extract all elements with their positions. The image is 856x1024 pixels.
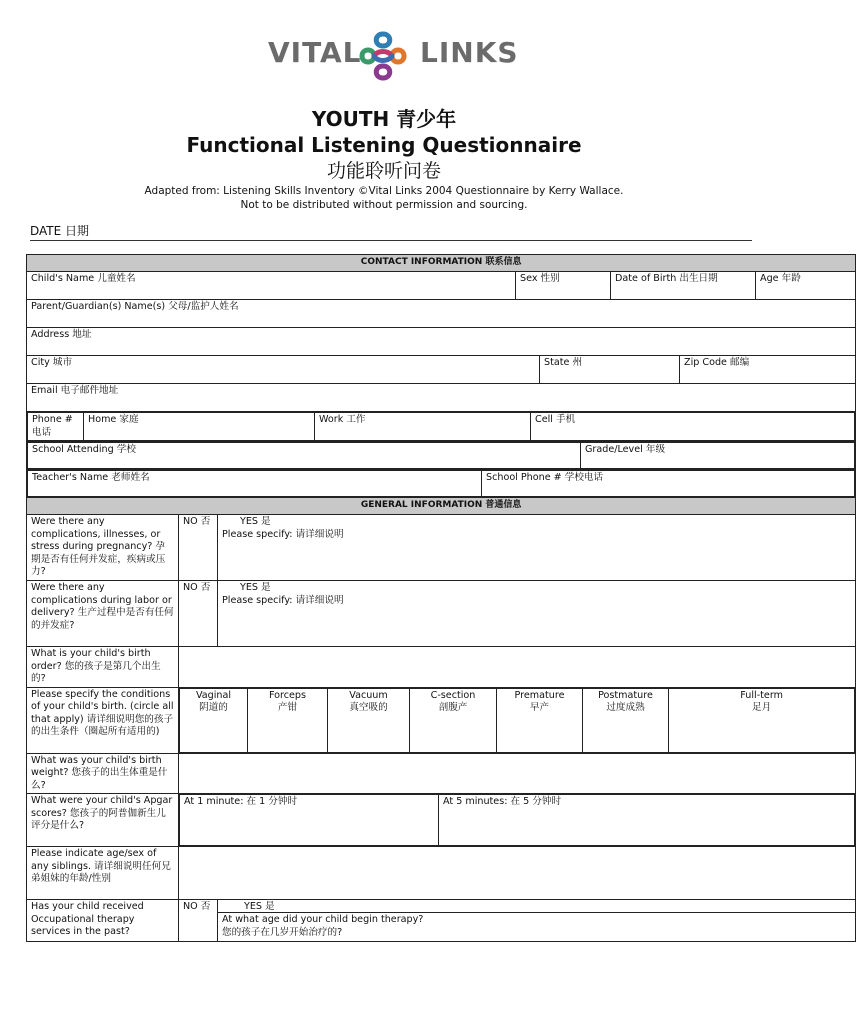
birth-options-row bbox=[179, 687, 856, 753]
cell-phone-field[interactable]: Cell 手机 bbox=[531, 413, 855, 441]
title-chinese: 功能聆听问卷 bbox=[326, 160, 441, 182]
option-premature[interactable]: Premature 早产 bbox=[497, 688, 583, 752]
apgar-5-minutes-field[interactable]: At 5 minutes: 在 5 分钟时 bbox=[439, 795, 855, 846]
source-note: Adapted from: Listening Skills Inventory ©Vital Links 2004 Questionnaire by Kerry Wallace. bbox=[144, 185, 624, 197]
q-therapy-yes bbox=[218, 900, 856, 942]
siblings-answer[interactable] bbox=[179, 847, 856, 900]
option-full-term[interactable]: Full-term 足月 bbox=[669, 688, 855, 752]
chain-link-icon bbox=[354, 28, 412, 84]
title-youth: YOUTH 青少年 bbox=[311, 107, 457, 131]
phone-row bbox=[27, 412, 856, 442]
q-pregnancy-yes[interactable]: YES 是 Please specify: 请详细说明 bbox=[218, 515, 856, 581]
city-field[interactable]: City 城市 bbox=[27, 356, 540, 384]
child-name-field[interactable]: Child's Name 儿童姓名 bbox=[27, 272, 516, 300]
teacher-row bbox=[27, 470, 856, 498]
school-row bbox=[27, 442, 856, 470]
permission-note: Not to be distributed without permission and sourcing. bbox=[240, 199, 528, 211]
school-attending-field[interactable]: School Attending 学校 bbox=[28, 443, 581, 469]
zip-field[interactable]: Zip Code 邮编 bbox=[680, 356, 856, 384]
logo bbox=[0, 28, 768, 84]
q-siblings: Please indicate age/sex of any siblings. 请详细说明任何兄弟姐妹的年龄/性别 bbox=[27, 847, 179, 900]
q-apgar: What were your child's Apgar scores? 您孩子的阿普伽新生儿评分是什么? bbox=[27, 794, 179, 847]
general-header-row bbox=[27, 498, 856, 515]
option-forceps[interactable]: Forceps 产钳 bbox=[248, 688, 328, 752]
q-pregnancy-no[interactable]: NO 否 bbox=[179, 515, 218, 581]
general-header: GENERAL INFORMATION 普通信息 bbox=[27, 498, 856, 515]
q-labor: Were there any complications during labor or delivery? 生产过程中是否有任何的并发症? bbox=[27, 581, 179, 647]
birth-order-answer[interactable] bbox=[179, 647, 856, 688]
q-pregnancy: Were there any complications, illnesses, or stress during pregnancy? 孕期是否有任何并发症，疾病或压力? bbox=[27, 515, 179, 581]
q-therapy-no[interactable]: NO 否 bbox=[179, 900, 218, 942]
therapy-age-field[interactable]: At what age did your child begin therapy? 您的孩子在几岁开始治疗的? bbox=[222, 914, 424, 938]
option-c-section[interactable]: C-section 剖腹产 bbox=[410, 688, 497, 752]
date-label: DATE 日期 bbox=[30, 224, 90, 238]
q-birth-order: What is your child's birth order? 您的孩子是第几个出生的? bbox=[27, 647, 179, 688]
q-labor-yes[interactable]: YES 是 Please specify: 请详细说明 bbox=[218, 581, 856, 647]
email-field[interactable]: Email 电子邮件地址 bbox=[27, 384, 856, 412]
dob-field[interactable]: Date of Birth 出生日期 bbox=[611, 272, 756, 300]
title-questionnaire: Functional Listening Questionnaire bbox=[186, 133, 582, 157]
questionnaire-form bbox=[26, 254, 856, 942]
option-vacuum[interactable]: Vacuum 真空吸的 bbox=[328, 688, 410, 752]
q-birth-weight: What was your child's birth weight? 您孩子的出生体重是什么? bbox=[27, 753, 179, 794]
birth-weight-answer[interactable] bbox=[179, 753, 856, 794]
q-therapy: Has your child received Occupational therapy services in the past? bbox=[27, 900, 179, 942]
age-field[interactable]: Age 年龄 bbox=[756, 272, 856, 300]
grade-field[interactable]: Grade/Level 年级 bbox=[581, 443, 855, 469]
address-field[interactable]: Address 地址 bbox=[27, 328, 856, 356]
therapy-yes-option[interactable]: YES 是 bbox=[218, 900, 855, 913]
home-phone-field[interactable]: Home 家庭 bbox=[84, 413, 315, 441]
date-field[interactable] bbox=[30, 222, 752, 241]
contact-header-row bbox=[27, 255, 856, 272]
school-phone-field[interactable]: School Phone # 学校电话 bbox=[482, 471, 855, 497]
q-birth-conditions: Please specify the conditions of your child's birth. (circle all that apply) 请详细说明您的孩子的出生条件（圈起所有适用的) bbox=[27, 687, 179, 753]
contact-header: CONTACT INFORMATION 联系信息 bbox=[27, 255, 856, 272]
phone-label: Phone # 电话 bbox=[28, 413, 84, 441]
sex-field[interactable]: Sex 性别 bbox=[516, 272, 611, 300]
apgar-1-minute-field[interactable]: At 1 minute: 在 1 分钟时 bbox=[180, 795, 439, 846]
teacher-name-field[interactable]: Teacher's Name 老师姓名 bbox=[28, 471, 482, 497]
option-vaginal[interactable]: Vaginal 阴道的 bbox=[180, 688, 248, 752]
logo-word-right: LINKS bbox=[420, 36, 519, 69]
state-field[interactable]: State 州 bbox=[540, 356, 680, 384]
logo-word-left: VITAL bbox=[268, 36, 362, 69]
title-block bbox=[0, 106, 768, 212]
apgar-row bbox=[179, 794, 856, 847]
q-labor-no[interactable]: NO 否 bbox=[179, 581, 218, 647]
work-phone-field[interactable]: Work 工作 bbox=[315, 413, 531, 441]
parent-name-field[interactable]: Parent/Guardian(s) Name(s) 父母/监护人姓名 bbox=[27, 300, 856, 328]
option-postmature[interactable]: Postmature 过度成熟 bbox=[583, 688, 669, 752]
